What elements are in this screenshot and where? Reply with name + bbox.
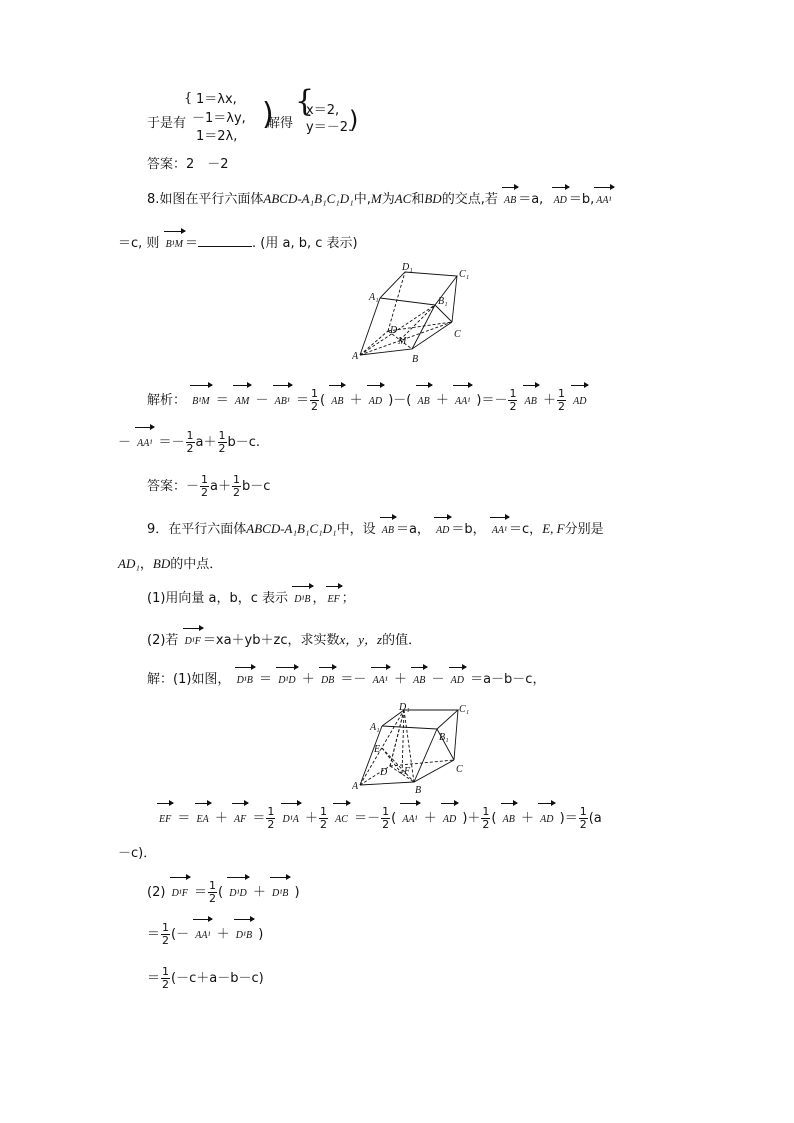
q9-line2 (118, 556, 222, 573)
q8-solution-line1 (147, 388, 588, 413)
vector-b1m: B¹M (190, 391, 211, 413)
vector-ab: AB (502, 193, 518, 209)
q8-eq-b: ＝b, (568, 192, 595, 207)
term: a＋ (195, 435, 217, 450)
vector-am: AM (233, 391, 251, 413)
vector-d1b: D¹B (292, 592, 312, 608)
q9-text: 中，设 (336, 522, 376, 537)
label-e: E (374, 744, 381, 755)
answer-value: 2 －2 (186, 157, 229, 172)
op: － (118, 435, 132, 450)
edge-aa1 (360, 726, 382, 785)
op: ＋ (423, 811, 437, 826)
vector-db: DB (319, 673, 336, 689)
op: ) (294, 885, 300, 900)
q9-eq-a: ＝a， (395, 522, 430, 537)
vector-ac: AC (333, 809, 350, 831)
q9-solution-line2 (157, 806, 602, 831)
vector-ab: AB (523, 391, 539, 413)
fraction-half: $\frac{1}{2}$ (162, 921, 170, 947)
vector-d1b: D¹B (234, 925, 254, 947)
q8-tail: . (用 a, b, c 表示) (252, 236, 358, 251)
q9-solution-line1 (147, 672, 545, 689)
q9-text: 分别是 (564, 522, 604, 537)
solution-label: 解：(1)如图， (147, 672, 231, 687)
vector-d1d: D¹D (227, 883, 248, 905)
q8-ac: AC (394, 191, 412, 206)
parallelepiped-figure-8 (352, 262, 476, 366)
term: (－c＋a－b－c) (171, 971, 264, 986)
q9-eq-b: ＝b， (451, 522, 486, 537)
solution-label: 解析： (147, 393, 187, 408)
fraction-half: $\frac{1}{2}$ (201, 473, 209, 499)
fraction-half: $\frac{1}{2}$ (311, 387, 319, 413)
label-b1: B₁ (439, 732, 449, 743)
fraction-half: $\frac{1}{2}$ (558, 387, 565, 413)
q9-line1 (147, 521, 604, 539)
system-eq-2: －1＝λy, (192, 111, 246, 126)
answer-label: 答案： (147, 157, 187, 172)
vector-ad: AD (538, 809, 555, 831)
op: ＋ (301, 672, 315, 687)
op: ＝－ (340, 672, 367, 687)
vector-ef: EF (157, 809, 173, 831)
op: ＝ (194, 885, 208, 900)
term: a＋ (210, 479, 231, 494)
q9-bd: BD (152, 556, 171, 571)
op: ＝ (252, 811, 266, 826)
op: ＝ (215, 393, 229, 408)
op: ＋ (520, 811, 534, 826)
top-face (382, 710, 458, 729)
op: ＋ (252, 885, 266, 900)
vector-ab: AB (501, 809, 517, 831)
vector-d1a: D¹A (281, 809, 301, 831)
op: ＝ (259, 672, 273, 687)
op: ) (258, 927, 264, 942)
op: ＋ (305, 811, 319, 826)
fraction-half: $\frac{1}{2}$ (267, 805, 275, 831)
q9-solution-line6 (147, 966, 264, 991)
q8-eq-c: ＝c, 则 (118, 236, 160, 251)
label-d: D (380, 767, 388, 778)
fraction-half: $\frac{1}{2}$ (320, 805, 328, 831)
q8-answer (147, 474, 270, 499)
term: (a (588, 811, 602, 826)
fraction-half: $\frac{1}{2}$ (162, 965, 170, 991)
parallelepiped-figure-9 (352, 702, 476, 796)
edge-cc1 (452, 276, 457, 322)
system-lead: 于是有 (147, 116, 187, 131)
system-eq-3: 1＝2λ, (196, 129, 238, 144)
q8-intro: 8.如图在平行六面体 (147, 192, 264, 207)
q8-text: 和 (411, 192, 425, 207)
vector-d1d: D¹D (276, 673, 297, 689)
label-c1: C₁ (459, 269, 470, 280)
term: b－c (242, 479, 271, 494)
q9-ad1: AD₁ (118, 556, 140, 571)
solve-word: 解得 (267, 116, 294, 131)
vector-ab: AB (416, 391, 432, 413)
op: ( (218, 885, 224, 900)
op: )＝－ (476, 393, 508, 408)
label-a1: A₁ (369, 292, 379, 303)
vector-ab1: AB¹ (273, 391, 292, 413)
fraction-half: $\frac{1}{2}$ (382, 805, 390, 831)
vector-ad: AD (552, 193, 569, 209)
vector-ab: AB (329, 391, 345, 413)
op: ( (320, 393, 326, 408)
label-a1: A₁ (370, 722, 380, 733)
vector-aa1: AA¹ (400, 809, 419, 831)
vector-b1m: B¹M (164, 237, 185, 253)
q8-line1 (147, 191, 614, 209)
q8-eq-a: ＝a, (518, 192, 544, 207)
answer-blank (198, 234, 252, 247)
op: － (186, 479, 200, 494)
q9-part2-text: ＝xa＋yb＋zc，求实数 (202, 633, 340, 648)
op: ＋ (214, 811, 228, 826)
right-paren-2: ) (349, 106, 359, 134)
vector-ab: AB (380, 523, 396, 539)
diag-ab1 (360, 305, 435, 355)
op: ＋ (216, 927, 230, 942)
vector-d1f: D¹F (183, 634, 203, 650)
op: ＋ (435, 393, 449, 408)
label-b: B (415, 785, 422, 796)
result: ＝a－b－c， (470, 672, 546, 687)
op: ＝－ (158, 435, 185, 450)
op: (2) (147, 885, 166, 900)
vector-ab: AB (411, 673, 427, 689)
label-b: B (412, 354, 419, 365)
op: ＋ (542, 393, 556, 408)
op: ＝ (177, 811, 191, 826)
vector-aa1: AA¹ (594, 193, 613, 209)
label-c: C (454, 329, 461, 340)
op: (－ (171, 927, 190, 942)
edge-cc1 (454, 710, 458, 760)
fraction-half: $\frac{1}{2}$ (579, 805, 587, 831)
label-d1: D₁ (399, 702, 410, 713)
q9-points-ef: E, F (542, 521, 565, 536)
q9-vars: x，y，z (339, 632, 383, 647)
result-1: x＝2, (306, 103, 340, 118)
vector-ad: AD (449, 673, 466, 689)
sep: ； (341, 591, 355, 606)
q9-part1-text: (1)用向量 a，b，c 表示 (147, 591, 289, 606)
q9-part2-text: 的值． (382, 633, 422, 648)
label-a: A (352, 351, 359, 362)
q9-part1 (147, 591, 355, 608)
q9-solution-line5 (147, 922, 263, 947)
q8-text: 中, (353, 192, 371, 207)
fraction-half: $\frac{1}{2}$ (482, 805, 490, 831)
op: ＋ (349, 393, 363, 408)
q8-line2 (118, 234, 358, 253)
label-f: F (404, 766, 411, 777)
q8-solid-name: ABCD-A₁B₁C₁D₁ (263, 191, 354, 206)
q8-eq: ＝ (185, 236, 199, 251)
vector-ad: AD (441, 809, 458, 831)
q8-solution-line2 (118, 430, 260, 455)
op: ＝ (147, 971, 161, 986)
vector-af: AF (232, 809, 248, 831)
vector-ad: AD (434, 523, 451, 539)
label-d: D (390, 325, 398, 336)
edge-aa1 (360, 298, 380, 355)
q8-text: 为 (381, 192, 395, 207)
left-brace: { (184, 91, 193, 106)
op: )＋ (462, 811, 481, 826)
fraction-half: $\frac{1}{2}$ (209, 879, 217, 905)
label-c: C (456, 764, 463, 775)
left-brace-2: { (295, 84, 315, 119)
q8-point-m: M (370, 191, 382, 206)
label-m: M (398, 336, 407, 347)
q9-part2-text: (2)若 (147, 633, 179, 648)
label-c1: C₁ (459, 704, 470, 715)
q9-eq-c: ＝c， (509, 522, 543, 537)
label-b1: B₁ (438, 296, 448, 307)
op: － (431, 672, 445, 687)
label-d1: D₁ (402, 262, 413, 273)
right-paren: ) (262, 97, 274, 132)
fraction-half: $\frac{1}{2}$ (186, 429, 194, 455)
answer-prev (147, 157, 229, 173)
q8-bd: BD (424, 191, 442, 206)
op: ＝－ (354, 811, 381, 826)
op: ＝ (147, 927, 161, 942)
q9-solution-line4 (147, 880, 300, 905)
vector-aa1: AA¹ (193, 925, 212, 947)
op: － (255, 393, 269, 408)
q9-part2 (147, 632, 421, 650)
op: ( (391, 811, 397, 826)
q9-text: ， (139, 557, 153, 572)
fraction-half: $\frac{1}{2}$ (233, 473, 240, 499)
q9-solid-name: ABCD-A₁B₁C₁D₁ (246, 521, 337, 536)
fraction-half: $\frac{1}{2}$ (509, 387, 517, 413)
vector-d1b: D¹B (235, 673, 255, 689)
op: )－( (388, 393, 412, 408)
term: b－c. (227, 435, 261, 450)
vector-d1b: D¹B (270, 883, 290, 905)
q9-text: 的中点． (170, 557, 223, 572)
fraction-half: $\frac{1}{2}$ (218, 429, 226, 455)
q9-solution-line3: －c)． (118, 846, 157, 861)
op: ＋ (393, 672, 407, 687)
result-2: y＝－2. (306, 120, 353, 135)
label-a: A (352, 781, 359, 792)
edge-bb1 (414, 729, 437, 782)
vector-aa1: AA¹ (135, 433, 154, 455)
op: ＝ (296, 393, 310, 408)
system-eq-1: 1＝λx, (196, 92, 237, 107)
op: ( (491, 811, 497, 826)
answer-label: 答案： (147, 479, 187, 494)
vector-aa1: AA¹ (490, 523, 509, 539)
vector-aa1: AA¹ (453, 391, 472, 413)
vector-aa1: AA¹ (371, 673, 390, 689)
sep: ， (312, 591, 326, 606)
vector-ad: AD (367, 391, 384, 413)
vector-ef: EF (326, 592, 342, 608)
q9-intro: 9．在平行六面体 (147, 522, 247, 537)
vector-ea: EA (195, 809, 211, 831)
vector-ad: AD (571, 391, 588, 413)
op: )＝ (559, 811, 578, 826)
q8-text: 的交点,若 (441, 192, 498, 207)
vector-d1f: D¹F (170, 883, 190, 905)
edge-b1c (435, 305, 452, 322)
